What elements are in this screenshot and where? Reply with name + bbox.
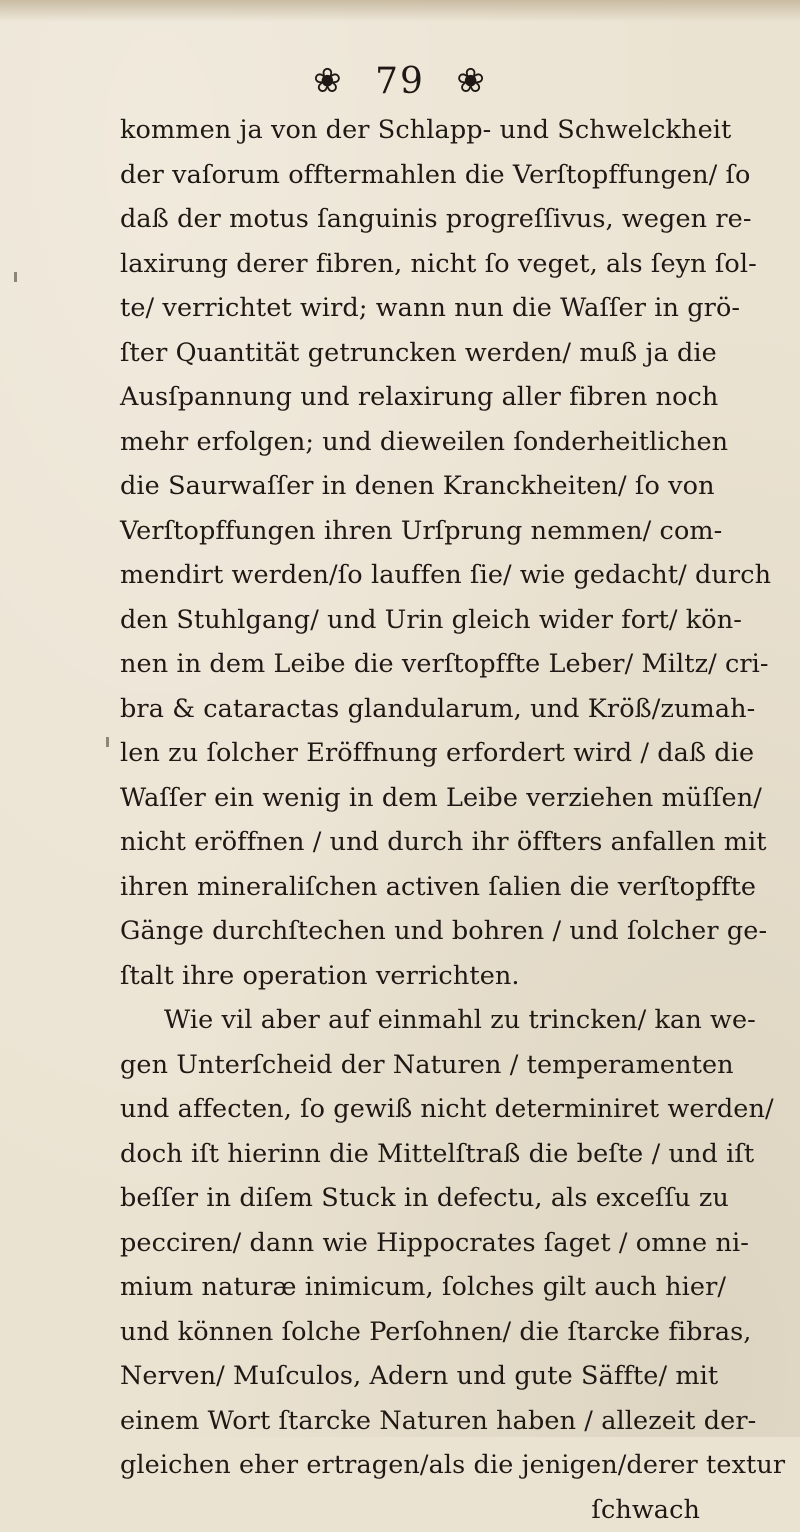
- text-line: kommen ja von der Schlapp- und Schwelckheit: [120, 108, 740, 153]
- text-line: mium naturæ inimicum, ſolches gilt auch hier/: [120, 1265, 740, 1310]
- margin-mark: [14, 272, 17, 282]
- body-text: [120, 108, 740, 1532]
- text-line: len zu ſolcher Eröffnung erfordert wird / daß die: [120, 731, 740, 776]
- left-ornament-icon: ❀: [313, 61, 344, 101]
- text-line: mendirt werden/ſo lauffen ſie/ wie gedacht/ durch: [120, 553, 740, 598]
- text-line: nen in dem Leibe die verſtopffte Leber/ Miltz/ cri-: [120, 642, 740, 687]
- text-line: den Stuhlgang/ und Urin gleich wider fort/ kön-: [120, 598, 740, 643]
- text-line: Ausſpannung und relaxirung aller fibren noch: [120, 375, 740, 420]
- text-line: Nerven/ Muſculos, Adern und gute Säffte/ mit: [120, 1354, 740, 1399]
- page-number: 79: [375, 61, 425, 102]
- text-line: gleichen eher ertragen/als die jenigen/derer textur: [120, 1443, 740, 1488]
- text-line: te/ verrichtet wird; wann nun die Waſſer in grö-: [120, 286, 740, 331]
- text-line: laxirung derer fibren, nicht ſo veget, als ſeyn ſol-: [120, 242, 740, 287]
- text-line: einem Wort ſtarcke Naturen haben / allezeit der-: [120, 1399, 740, 1444]
- text-line: Gänge durchſtechen und bohren / und ſolcher ge-: [120, 909, 740, 954]
- text-line: nicht eröffnen / und durch ihr öffters anfallen mit: [120, 820, 740, 865]
- text-line: mehr erfolgen; und dieweilen ſonderheitlichen: [120, 420, 740, 465]
- text-line: daß der motus ſanguinis progreſſivus, wegen re-: [120, 197, 740, 242]
- margin-mark: [106, 737, 109, 747]
- text-line: und können ſolche Perſohnen/ die ſtarcke fibras,: [120, 1310, 740, 1355]
- text-line: der vaſorum offtermahlen die Verſtopffungen/ ſo: [120, 153, 740, 198]
- text-line: ihren mineraliſchen activen ſalien die verſtopffte: [120, 865, 740, 910]
- text-line: beſſer in diſem Stuck in defectu, als exceſſu zu: [120, 1176, 740, 1221]
- page-header: [0, 58, 800, 102]
- text-line: ſtalt ihre operation verrichten.: [120, 954, 740, 999]
- text-line: gen Unterſcheid der Naturen / temperamenten: [120, 1043, 740, 1088]
- text-line: Verſtopffungen ihren Urſprung nemmen/ com-: [120, 509, 740, 554]
- right-ornament-icon: ❀: [456, 61, 487, 101]
- text-line: die Saurwaſſer in denen Kranckheiten/ ſo von: [120, 464, 740, 509]
- catchword: ſchwach: [120, 1488, 740, 1532]
- text-line: doch iſt hierinn die Mittelſtraß die beſte / und iſt: [120, 1132, 740, 1177]
- page-top-shadow: [0, 0, 800, 22]
- paragraph-start-line: Wie vil aber auf einmahl zu trincken/ kan we-: [120, 998, 740, 1043]
- text-line: pecciren/ dann wie Hippocrates ſaget / omne ni-: [120, 1221, 740, 1266]
- text-line: Waſſer ein wenig in dem Leibe verziehen müſſen/: [120, 776, 740, 821]
- text-line: ſter Quantität getruncken werden/ muß ja die: [120, 331, 740, 376]
- text-line: bra & cataractas glandularum, und Kröß/zumah-: [120, 687, 740, 732]
- text-line: und affecten, ſo gewiß nicht determiniret werden/: [120, 1087, 740, 1132]
